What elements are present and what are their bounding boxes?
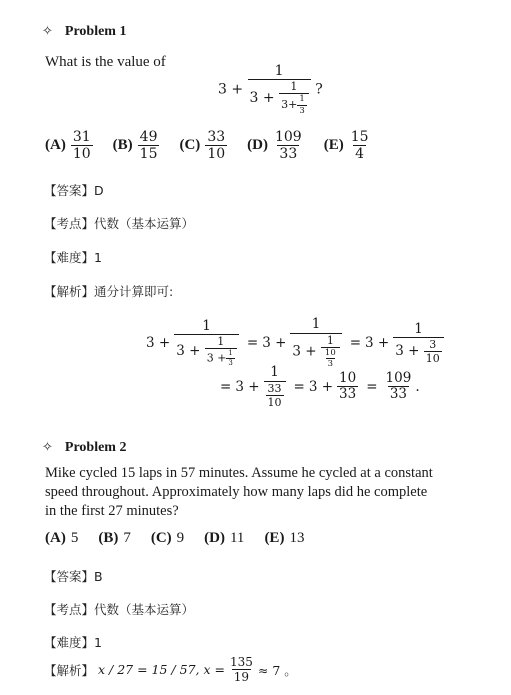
sparkle-icon: ✧ [42,23,53,38]
problem-1-title: Problem 1 [64,24,127,39]
problem-1-topic: 【考点】代数（基本运算） [44,216,195,231]
problem-2-analysis: 【解析】 x / 27 = 15 / 57, x = $\frac{135}{19}$ ≈ 7 。 [44,655,297,684]
option-b: (B) $\frac{49}{15}$ [112,129,158,162]
option-a: (A) $\frac{31}{10}$ [45,129,91,162]
problem-2-header [42,438,126,456]
option-c: (C) $\frac{33}{10}$ [179,129,226,162]
option-c: (C) 9 [150,530,185,546]
problem-2-topic: 【考点】代数（基本运算） [44,602,195,617]
option-e: (E) $\frac{15}{4}$ [323,129,369,162]
problem-1-analysis: 【解析】通分计算即可: [44,284,174,299]
problem-2-answer: 【答案】B [44,569,103,584]
problem-1-answer: 【答案】D [44,183,104,198]
problem-2-options [45,530,318,547]
solution-line-2: = 3 + $\frac{1}{\frac{33}{10}}$ = 3 + $\frac{10}{33}$ = $\frac{109}{33}$ . [220,364,420,409]
problem-2-title: Problem 2 [64,440,127,455]
problem-2-question: Mike cycled 15 laps in 57 minutes. Assume he cycled at a constant speed throughout. Approximately how many laps did he complete in the first 27 minutes? [45,465,433,519]
option-e: (E) 13 [264,530,305,546]
problem-2-difficulty: 【难度】1 [44,635,102,650]
problem-1-difficulty: 【难度】1 [44,250,102,265]
option-d: (D) $\frac{109}{33}$ [247,129,302,162]
sparkle-icon: ✧ [42,439,53,454]
problem-1-question: What is the value of [45,54,166,70]
option-a: (A) 5 [45,530,79,546]
option-d: (D) 11 [204,530,245,546]
problem-1-header [42,22,126,40]
option-b: (B) 7 [98,530,131,546]
problem-1-options [45,130,385,161]
solution-line-1: 3 + 1 3 + 1 3 + $\frac{1}{3}$ = 3 + 1 3 + $\frac{1}{\frac{10}{3}}$ = 3 + 1 3 + $\frac{3}{10}$ [146,318,448,369]
problem-1-expression: 3 + 1 3 + 1 3+ $\frac{1}{3}$ ? [218,63,323,116]
continued-fraction: 1 3 + 1 3+ $\frac{1}{3}$ [248,64,311,115]
